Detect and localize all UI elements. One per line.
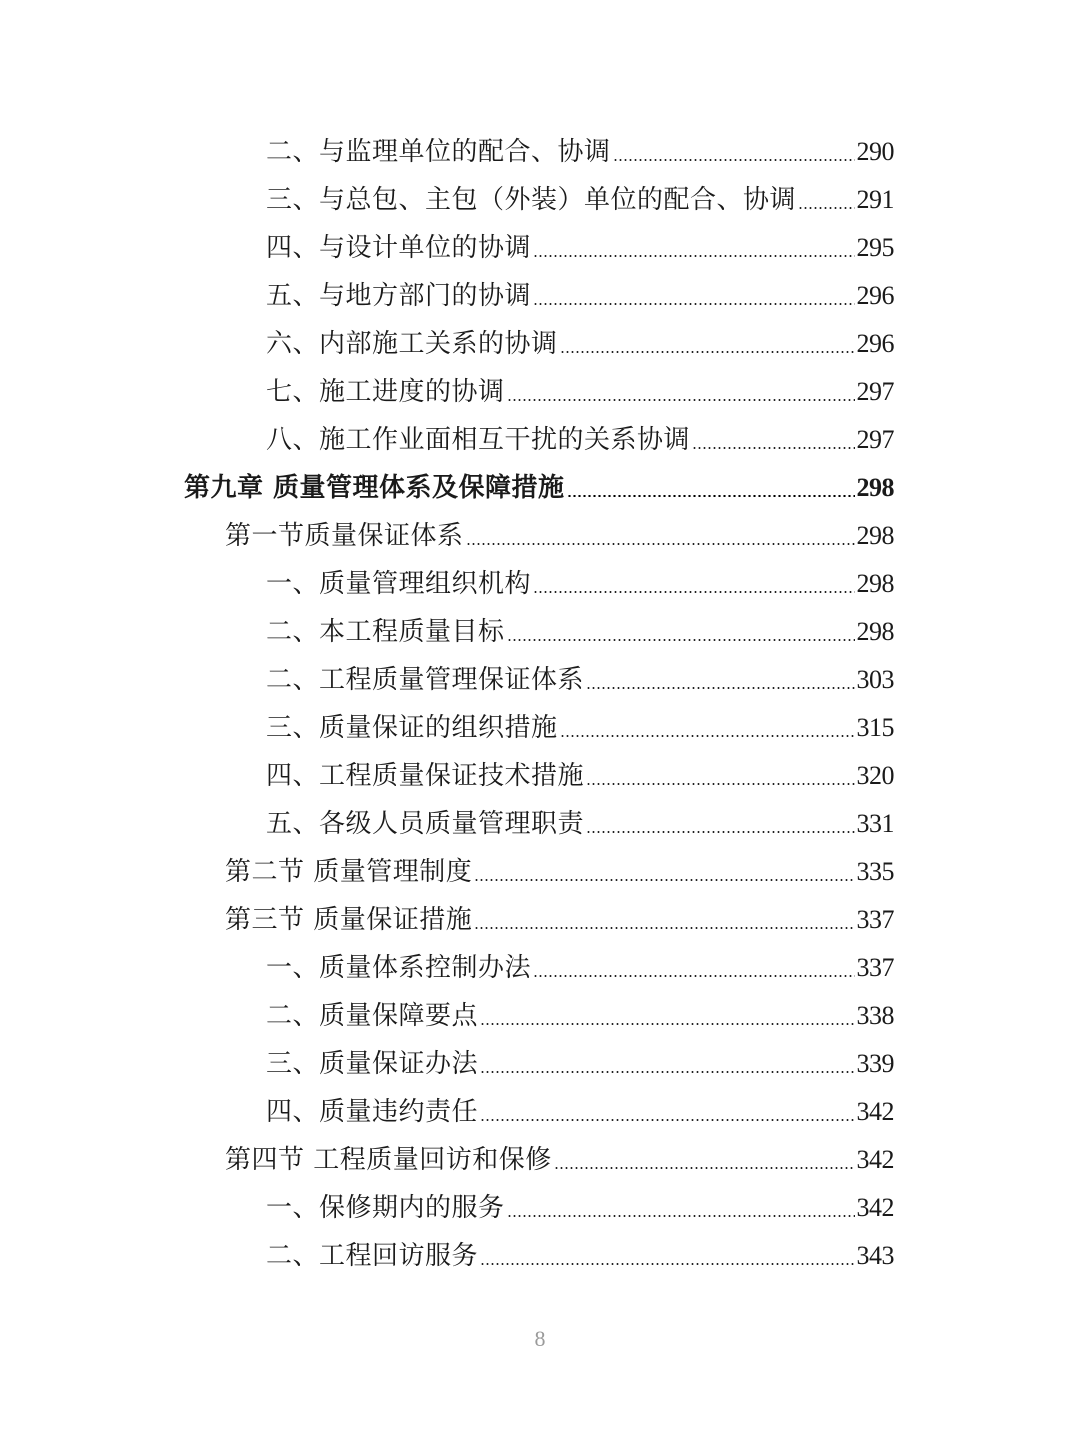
toc-entry-page-number: 315 <box>856 713 894 742</box>
toc-subsection-entry <box>0 560 1080 608</box>
toc-subsection-entry <box>0 272 1080 320</box>
toc-dot-leader <box>480 1263 854 1265</box>
toc-dot-leader <box>586 831 854 833</box>
toc-dot-leader <box>560 735 855 737</box>
toc-subsection-entry <box>0 656 1080 704</box>
toc-dot-leader <box>533 591 854 593</box>
toc-subsection-entry <box>0 320 1080 368</box>
toc-entry-page-number: 297 <box>856 425 894 454</box>
toc-entry-title: 三、质量保证办法 <box>266 1049 479 1079</box>
toc-entry-page-number: 297 <box>856 377 894 406</box>
toc-entry-title: 第三节 质量保证措施 <box>225 905 473 935</box>
toc-dot-leader <box>692 447 854 449</box>
toc-dot-leader <box>533 255 854 257</box>
toc-entry-page-number: 290 <box>856 137 894 166</box>
toc-subsection-entry <box>0 224 1080 272</box>
toc-entry-title: 一、质量体系控制办法 <box>266 953 532 983</box>
toc-dot-leader <box>586 783 854 785</box>
toc-entry-page-number: 343 <box>856 1241 894 1270</box>
toc-dot-leader <box>567 495 855 497</box>
toc-entry-title: 三、与总包、主包（外装）单位的配合、协调 <box>266 185 797 215</box>
toc-entry-title: 一、质量管理组织机构 <box>266 569 532 599</box>
toc-entry-page-number: 342 <box>856 1193 894 1222</box>
toc-entry-title: 五、与地方部门的协调 <box>266 281 532 311</box>
toc-entry-title: 二、本工程质量目标 <box>266 617 505 647</box>
toc-entry-title: 二、工程回访服务 <box>266 1241 479 1271</box>
toc-subsection-entry <box>0 1232 1080 1280</box>
toc-entry-page-number: 337 <box>856 953 894 982</box>
toc-entry-page-number: 342 <box>856 1145 894 1174</box>
toc-entry-page-number: 296 <box>856 329 894 358</box>
toc-entry-title: 第四节 工程质量回访和保修 <box>225 1145 552 1175</box>
toc-entry-title: 四、与设计单位的协调 <box>266 233 532 263</box>
toc-dot-leader <box>613 159 855 161</box>
toc-entry-page-number: 320 <box>856 761 894 790</box>
toc-dot-leader <box>507 639 855 641</box>
toc-entry-title: 六、内部施工关系的协调 <box>266 329 558 359</box>
toc-subsection-entry <box>0 704 1080 752</box>
toc-entry-page-number: 298 <box>856 617 894 646</box>
toc-entry-page-number: 342 <box>856 1097 894 1126</box>
toc-entry-page-number: 295 <box>856 233 894 262</box>
toc-dot-leader <box>474 927 854 929</box>
toc-entry-title: 三、质量保证的组织措施 <box>266 713 558 743</box>
toc-dot-leader <box>533 303 854 305</box>
toc-dot-leader <box>798 207 854 209</box>
toc-dot-leader <box>560 351 855 353</box>
toc-dot-leader <box>533 975 854 977</box>
toc-entry-page-number: 339 <box>856 1049 894 1078</box>
toc-subsection-entry <box>0 128 1080 176</box>
toc-entry-title: 四、工程质量保证技术措施 <box>266 761 585 791</box>
toc-entry-title: 五、各级人员质量管理职责 <box>266 809 585 839</box>
table-of-contents <box>0 128 1080 1280</box>
toc-entry-title: 二、工程质量管理保证体系 <box>266 665 585 695</box>
toc-entry-page-number: 337 <box>856 905 894 934</box>
toc-entry-title: 二、质量保障要点 <box>266 1001 479 1031</box>
toc-entry-page-number: 298 <box>856 569 894 598</box>
toc-subsection-entry <box>0 800 1080 848</box>
toc-entry-title: 第九章 质量管理体系及保障措施 <box>184 473 565 503</box>
toc-subsection-entry <box>0 944 1080 992</box>
toc-dot-leader <box>586 687 854 689</box>
toc-chapter-entry <box>0 464 1080 512</box>
toc-dot-leader <box>474 879 854 881</box>
toc-entry-page-number: 338 <box>856 1001 894 1030</box>
toc-entry-page-number: 335 <box>856 857 894 886</box>
toc-subsection-entry <box>0 1184 1080 1232</box>
toc-entry-page-number: 303 <box>856 665 894 694</box>
toc-subsection-entry <box>0 1040 1080 1088</box>
toc-section-entry <box>0 1136 1080 1184</box>
toc-entry-title: 八、施工作业面相互干扰的关系协调 <box>266 425 691 455</box>
toc-dot-leader <box>507 1215 855 1217</box>
toc-entry-page-number: 298 <box>856 473 894 502</box>
toc-dot-leader <box>480 1071 854 1073</box>
toc-entry-title: 第一节质量保证体系 <box>225 521 464 551</box>
toc-entry-page-number: 296 <box>856 281 894 310</box>
toc-entry-title: 四、质量违约责任 <box>266 1097 479 1127</box>
toc-section-entry <box>0 896 1080 944</box>
toc-entry-page-number: 298 <box>856 521 894 550</box>
toc-entry-page-number: 331 <box>856 809 894 838</box>
toc-dot-leader <box>480 1023 854 1025</box>
toc-entry-page-number: 291 <box>856 185 894 214</box>
toc-dot-leader <box>507 399 855 401</box>
toc-subsection-entry <box>0 608 1080 656</box>
toc-entry-title: 二、与监理单位的配合、协调 <box>266 137 611 167</box>
toc-section-entry <box>0 512 1080 560</box>
page-number: 8 <box>534 1326 546 1351</box>
toc-subsection-entry <box>0 416 1080 464</box>
toc-entry-title: 一、保修期内的服务 <box>266 1193 505 1223</box>
toc-subsection-entry <box>0 1088 1080 1136</box>
toc-dot-leader <box>554 1167 855 1169</box>
toc-dot-leader <box>466 543 855 545</box>
toc-subsection-entry <box>0 368 1080 416</box>
toc-entry-title: 第二节 质量管理制度 <box>225 857 473 887</box>
toc-subsection-entry <box>0 752 1080 800</box>
toc-subsection-entry <box>0 176 1080 224</box>
toc-subsection-entry <box>0 992 1080 1040</box>
toc-section-entry <box>0 848 1080 896</box>
toc-dot-leader <box>480 1119 854 1121</box>
toc-entry-title: 七、施工进度的协调 <box>266 377 505 407</box>
